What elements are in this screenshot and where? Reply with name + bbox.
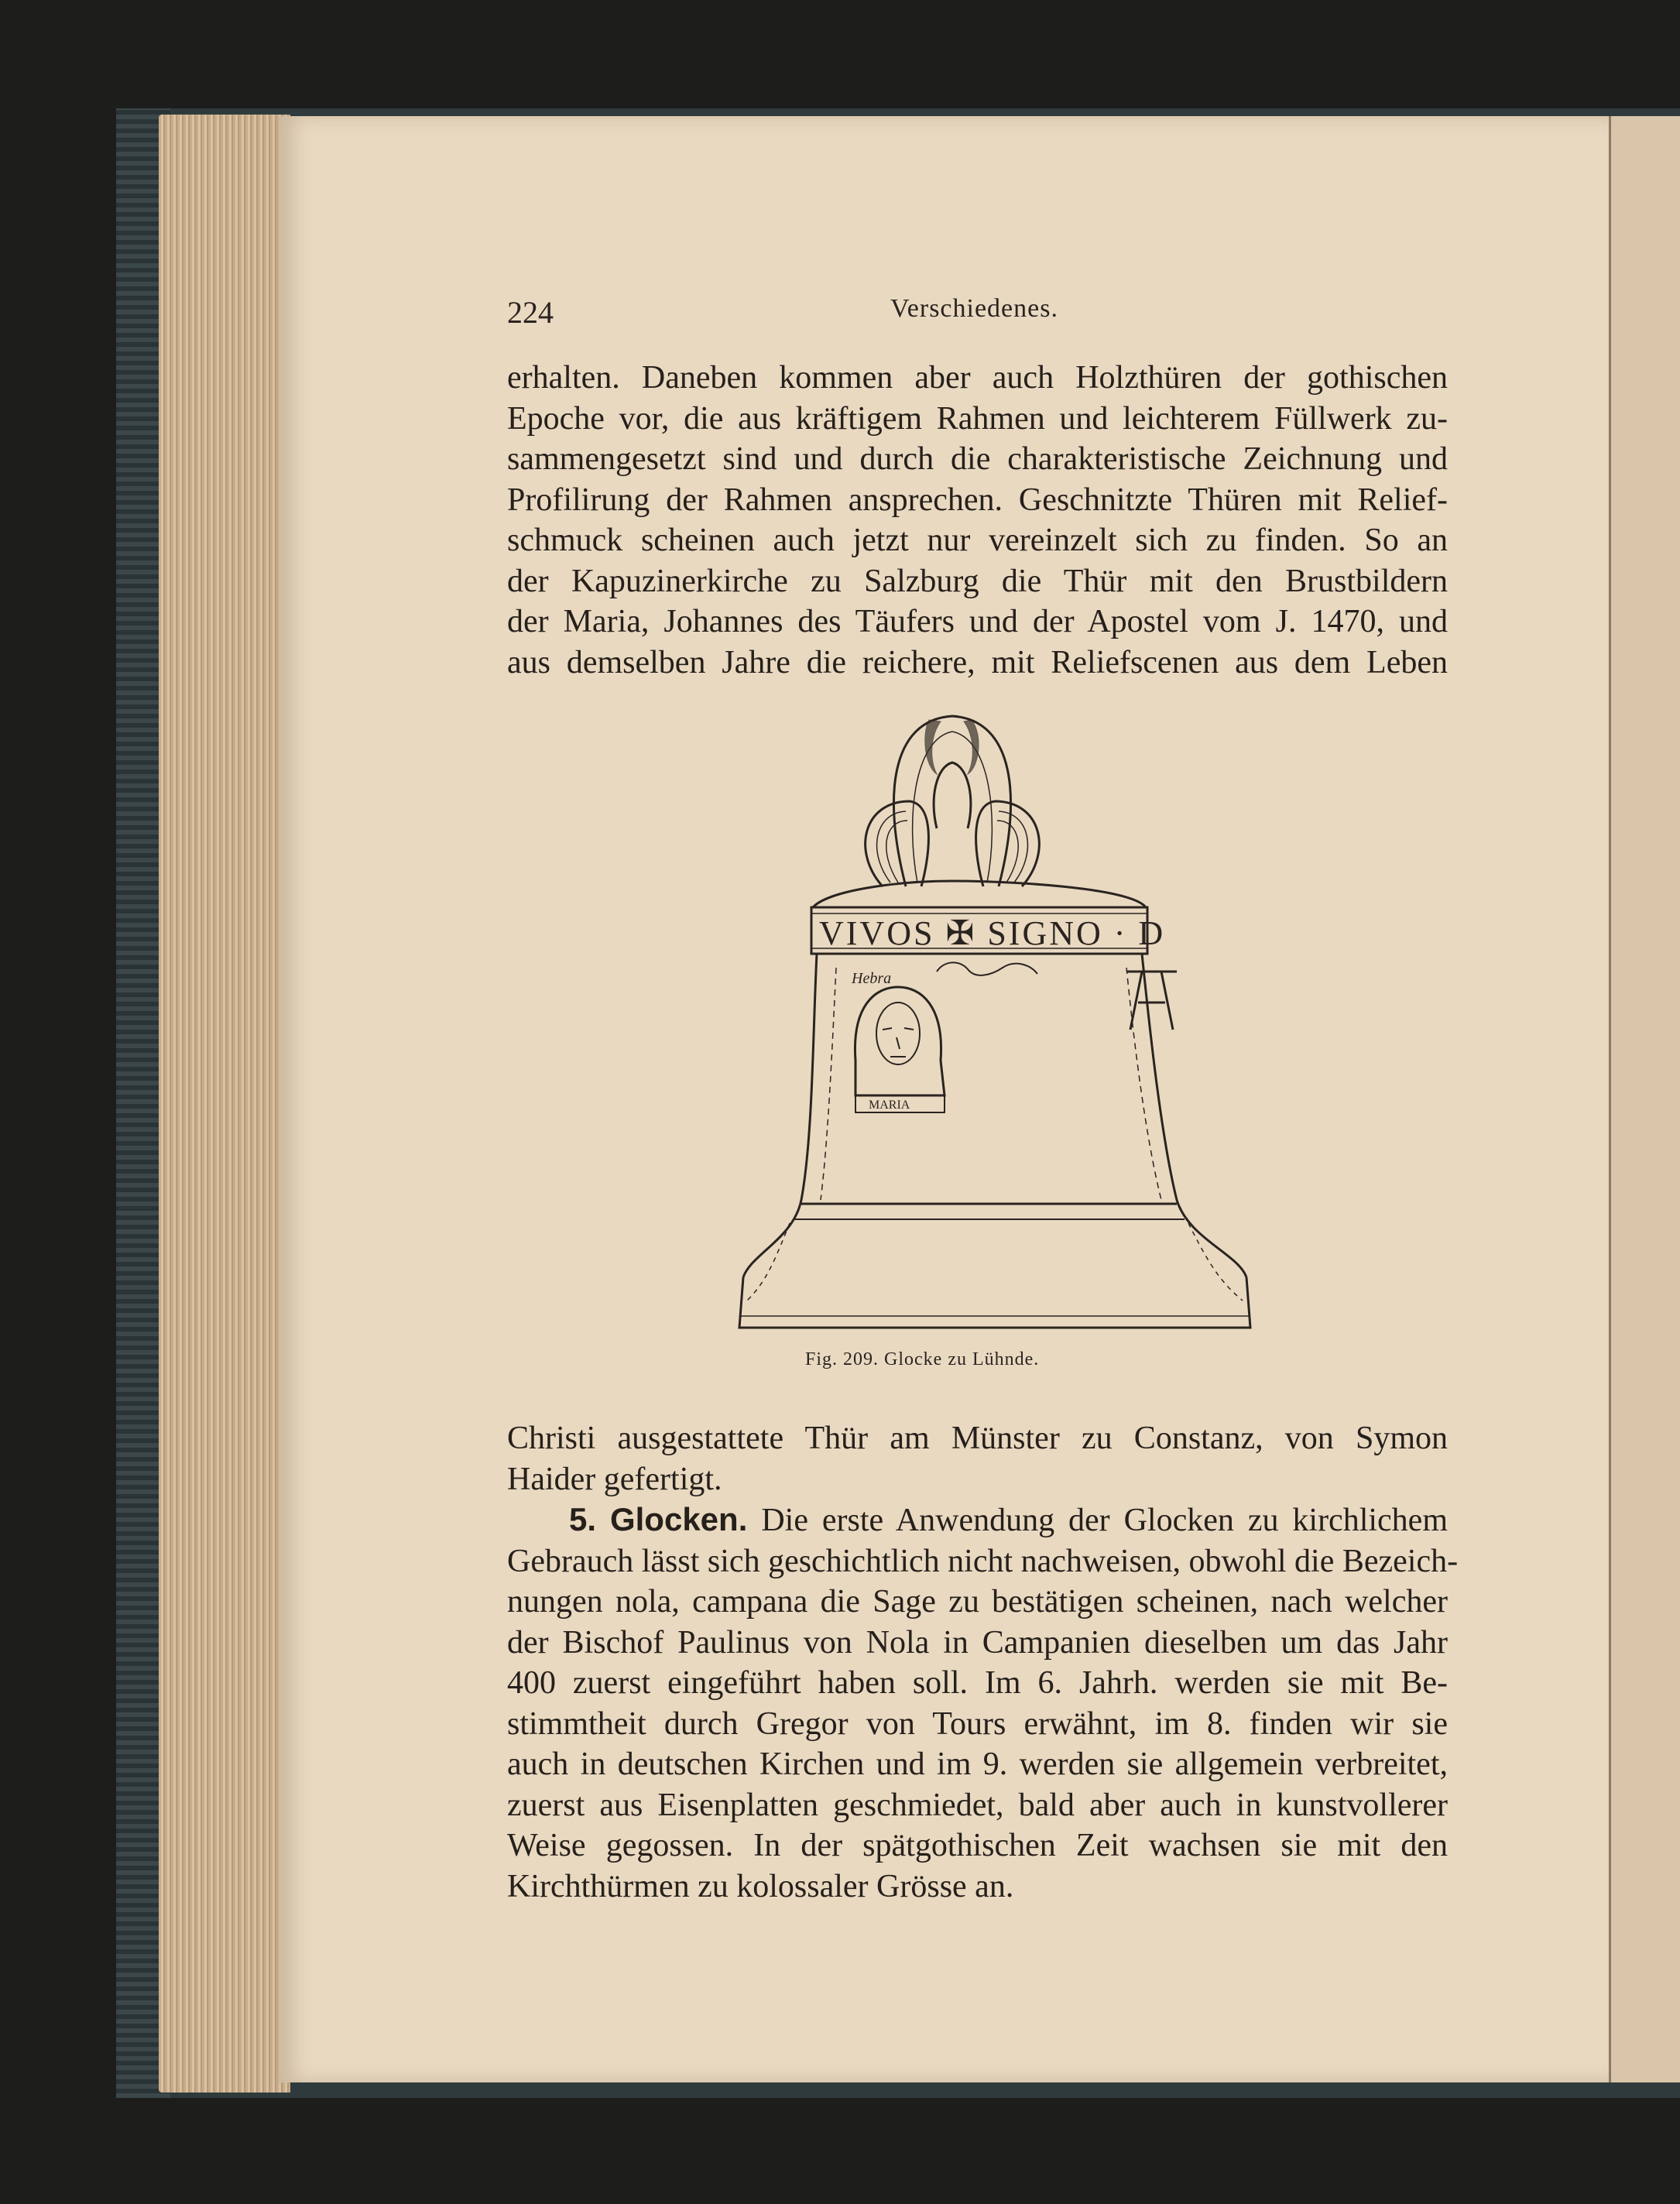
text-line: Kirchthürmen zu kolossaler Grösse an. — [507, 1868, 1014, 1904]
text-line: auch in deutschen Kirchen und im 9. werden sie allgemein verbreitet, — [507, 1746, 1448, 1782]
text-line: der Bischof Paulinus von Nola in Campanien dieselben um das Jahr — [507, 1624, 1448, 1661]
text-line: sammengesetzt sind und durch die charakteristische Zeichnung und — [507, 441, 1448, 477]
page-number: 224 — [507, 295, 554, 330]
section-first-line — [507, 1500, 1448, 1541]
text-line: der Kapuzinerkirche zu Salzburg die Thür mit den Brustbildern — [507, 563, 1448, 599]
bell-drawing — [697, 704, 1301, 1347]
bell-lip — [739, 1277, 1250, 1328]
text-line: zuerst aus Eisenplatten geschmiedet, bald aber auch in kunstvollerer — [507, 1787, 1448, 1823]
running-head — [507, 294, 1452, 341]
bell-crown-inner-loop — [934, 763, 971, 828]
text-line: stimmtheit durch Gregor von Tours erwähnt, im 8. finden wir sie — [507, 1705, 1448, 1742]
text-line: erhalten. Daneben kommen aber auch Holzthüren der gothischen — [507, 360, 1448, 396]
text-line: schmuck scheinen auch jetzt nur vereinzelt sich zu finden. So an — [507, 523, 1448, 558]
section-number: 5. — [569, 1501, 597, 1537]
text-line: 400 zuerst eingeführt haben soll. Im 6. Jahrh. werden sie mit Be- — [507, 1665, 1448, 1701]
text-line: Die erste Anwendung der Glocken zu kirchlichem — [761, 1503, 1448, 1538]
maria-face — [876, 1003, 920, 1064]
top-paragraph — [507, 358, 1448, 683]
header-title: Verschiedenes. — [890, 294, 1058, 323]
bottom-paragraph — [507, 1418, 1448, 1500]
letter-a-ornament — [1126, 972, 1177, 1030]
bell-body-inner-left — [821, 968, 836, 1200]
scroll-ornament — [937, 962, 1037, 975]
section-glocken — [507, 1500, 1459, 1907]
bell-inscription: VIVOS ✠ SIGNO · D — [819, 914, 1166, 952]
maria-label: MARIA — [869, 1099, 910, 1112]
bell-shoulder — [813, 881, 1146, 907]
bell-small-label: Hebra — [852, 970, 892, 987]
text-line: Profilirung der Rahmen ansprechen. Geschnitzte Thüren mit Relief- — [507, 482, 1448, 518]
figure-caption: Fig. 209. Glocke zu Lühnde. — [805, 1349, 1040, 1369]
text-line: Christi ausgestattete Thür am Münster zu Constanz, von Symon — [507, 1421, 1448, 1456]
bell-illustration — [697, 704, 1301, 1347]
bell-body-left — [743, 954, 817, 1277]
text-line: Epoche vor, die aus kräftigem Rahmen und leichterem Füllwerk zu- — [507, 400, 1448, 437]
text-line: aus demselben Jahre die reichere, mit Reliefscenen aus dem Leben — [507, 644, 1448, 680]
text-line: Gebrauch lässt sich geschichtlich nicht nachweisen, obwohl die Bezeich- — [507, 1543, 1459, 1579]
page-edges — [159, 115, 290, 2093]
text-line: der Maria, Johannes des Täufers und der Apostel vom J. 1470, und — [507, 604, 1448, 639]
section-heading: Glocken. — [609, 1501, 748, 1537]
text-line: Haider gefertigt. — [507, 1461, 722, 1497]
text-line: Weise gegossen. In der spätgothischen Zeit wachsen sie mit den — [507, 1828, 1448, 1863]
facing-page-edge — [1609, 116, 1680, 2082]
text-line: nungen nola, campana die Sage zu bestätigen scheinen, nach welcher — [507, 1584, 1448, 1620]
